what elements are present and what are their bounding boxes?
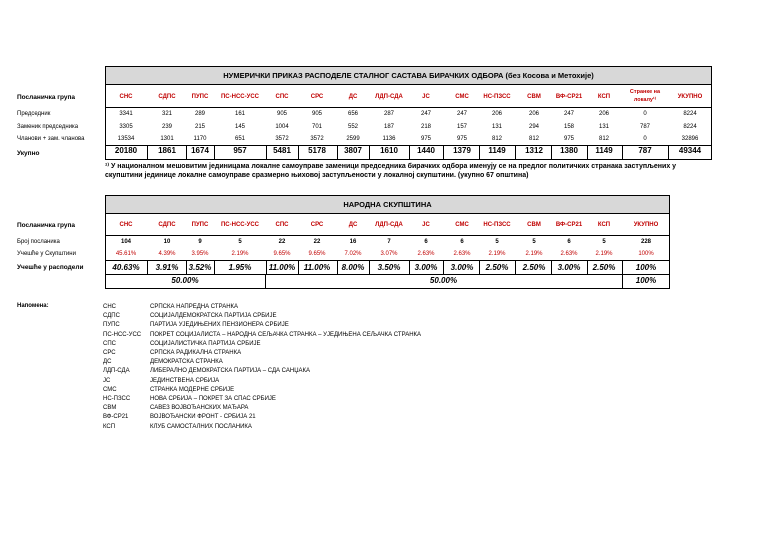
table1-cell: 651 (234, 136, 245, 142)
grid-vline (669, 195, 670, 288)
table1-col-header: СПС (275, 94, 289, 100)
table2-distribution-cell: 11.00% (268, 263, 296, 272)
table1-total-cell: 49344 (678, 146, 702, 155)
legend-name: ПАРТИЈА УЈЕДИЊЕНИХ ПЕНЗИОНЕРА СРБИЈЕ (150, 322, 289, 329)
table2-cell: 6 (567, 239, 571, 245)
table1-col-header: ВФ-СР21 (555, 94, 583, 100)
table2-cell: 9 (198, 239, 202, 245)
grid-vline (337, 260, 338, 274)
grid-vline (551, 260, 552, 274)
table2-cell: 4.39% (158, 251, 176, 257)
legend-name: ВОЈВОЂАНСКИ ФРОНТ - СРБИЈА 21 (150, 414, 256, 421)
table1-cell: 131 (598, 124, 609, 130)
legend-abbr: СВМ (103, 405, 117, 412)
table1-col-header: НС-ПЗСС (483, 94, 511, 100)
table1-cell: 975 (563, 136, 574, 142)
grid-vline (479, 260, 480, 274)
table1-col-header: УКУПНО (677, 94, 703, 100)
table2-col-header: СНС (119, 222, 133, 228)
table2-distribution-cell: 1.95% (228, 263, 252, 272)
table2-distribution-cell: 2.50% (522, 263, 546, 272)
legend-abbr: СДПС (103, 313, 120, 320)
table1-cell: 3572 (310, 136, 324, 142)
table2-cell: 22 (313, 239, 321, 245)
table2-distribution-cell: 2.50% (592, 263, 616, 272)
legend-abbr: ПС-НСС-УСС (103, 331, 142, 338)
table1-cell: 701 (311, 124, 322, 130)
table2-col-header: НС-ПЗСС (483, 222, 511, 228)
table2-col-header: ДС (348, 222, 358, 228)
table1-total-cell: 1379 (453, 146, 471, 155)
table1-cell: 975 (456, 136, 467, 142)
table2-cell: 2.19% (525, 251, 543, 257)
legend-name: СОЦИЈАЛДЕМОКРАТСКА ПАРТИЈА СРБИЈЕ (150, 313, 277, 320)
table1-total-cell: 787 (638, 146, 652, 155)
grid-vline (186, 260, 187, 274)
table2-cell: 2.19% (231, 251, 249, 257)
table1-total-cell: 1610 (380, 146, 398, 155)
table1-cell: 905 (311, 111, 322, 117)
table2-distribution-cell: 2.50% (485, 263, 509, 272)
table1-cell: 247 (420, 111, 431, 117)
table1-row-label: Заменик председника (17, 124, 79, 130)
grid-vline (711, 66, 712, 159)
table1-total-cell: 1149 (488, 146, 506, 155)
grid-hline (105, 260, 670, 261)
table2-cell: 2.19% (595, 251, 613, 257)
table1-total-cell: 1861 (158, 146, 176, 155)
legend-name: ПОКРЕТ СОЦИЈАЛИСТА – НАРОДНА СЕЉАЧКА СТРАНКА – УЈЕДИЊЕНА СЕЉАЧКА СТРАНКА (150, 331, 422, 338)
table2-cell: 5 (238, 239, 242, 245)
table1-col-header: СРС (310, 94, 324, 100)
table1-cell: 787 (639, 124, 650, 130)
table1-cell: 187 (383, 124, 394, 130)
table1-cell: 3572 (275, 136, 289, 142)
table1-cell: 289 (194, 111, 205, 117)
table2-cell: 6 (424, 239, 428, 245)
grid-hline (105, 107, 712, 108)
grid-vline (298, 145, 299, 159)
table2-cell: 5 (602, 239, 606, 245)
grid-vline (587, 260, 588, 274)
legend-abbr: СМС (103, 386, 117, 393)
table1-cell: 3341 (119, 111, 133, 117)
table2-distribution-cell: 3.00% (450, 263, 474, 272)
table2-cell: 5 (495, 239, 499, 245)
table1-col-header: СВМ (527, 94, 541, 100)
table1-total-cell: 5178 (308, 146, 326, 155)
table1-cell: 812 (598, 136, 609, 142)
table1-col-header: Странке на локалу¹⁾ (629, 89, 661, 103)
table2-distribution-cell: 8.00% (341, 263, 365, 272)
legend-name: ЈЕДИНСТВЕНА СРБИЈА (150, 377, 220, 384)
table2-distribution-cell: 100% (635, 263, 657, 272)
legend-abbr: ДС (103, 359, 112, 366)
legend-label: Напомена: (17, 303, 49, 309)
table1-total-cell: 1149 (595, 146, 613, 155)
table2-distribution-cell: 3.00% (414, 263, 438, 272)
table1-cell: 206 (491, 111, 502, 117)
grid-vline (105, 85, 106, 159)
legend-name: СРПСКА НАПРЕДНА СТРАНКА (150, 304, 239, 310)
table2-col-header: СВМ (527, 222, 541, 228)
table2-col-header: ПС-НСС-УСС (220, 222, 260, 228)
table1-cell: 656 (347, 111, 358, 117)
table2-cell: 228 (640, 239, 651, 245)
table1-total-label: Укупно (17, 150, 40, 157)
grid-vline (551, 145, 552, 159)
legend-name: ЛИБЕРАЛНО ДЕМОКРАТСКА ПАРТИЈА – СДА САНЏАКА (150, 368, 311, 375)
table1-cell: 3305 (119, 124, 133, 130)
table2-distribution-cell: 40.63% (112, 263, 140, 272)
table2-col-header: СПС (275, 222, 289, 228)
table2-cell: 2.63% (453, 251, 471, 257)
grid-vline (105, 214, 106, 288)
table1-total-cell: 1380 (560, 146, 578, 155)
table1-cell: 247 (456, 111, 467, 117)
grid-hline (105, 274, 670, 275)
table1-col-header: ЈС (422, 94, 430, 100)
table1-cell: 161 (234, 111, 245, 117)
table2-col-header: КСП (597, 222, 611, 228)
table2-distribution-cell: 3.00% (557, 263, 581, 272)
table2-cell: 3.95% (191, 251, 209, 257)
table1-cell: 812 (528, 136, 539, 142)
table1-cell: 975 (420, 136, 431, 142)
table1-col-header: КСП (597, 94, 611, 100)
table2-col-header: СМС (455, 222, 469, 228)
table1-cell: 131 (491, 124, 502, 130)
table2-row-label: Број посланика (17, 239, 60, 245)
table1-cell: 1170 (193, 136, 207, 142)
grid-hline (105, 288, 670, 289)
table1-cell: 157 (456, 124, 467, 130)
table2-subtotal-first: 50.00% (171, 276, 199, 285)
table2-cell: 6 (460, 239, 464, 245)
legend-abbr: КСП (103, 423, 116, 430)
table1-cell: 145 (234, 124, 245, 130)
legend-name: ДЕМОКРАТСКА СТРАНКА (150, 359, 223, 366)
grid-vline (265, 274, 266, 288)
table2-col-header: СРС (310, 222, 324, 228)
legend-name: СТРАНКА МОДЕРНЕ СРБИЈЕ (150, 386, 235, 393)
table2-distribution-cell: 3.91% (155, 263, 179, 272)
table2-distribution-label: Учешће у расподели (17, 264, 84, 271)
table2-group-label: Посланичка група (17, 222, 76, 229)
table1-total-cell: 1440 (417, 146, 435, 155)
grid-vline (147, 260, 148, 274)
grid-vline (266, 260, 267, 274)
grid-vline (214, 260, 215, 274)
table2-cell: 7 (387, 239, 391, 245)
table2-col-header: ПУПС (191, 222, 209, 228)
table1-col-header: ЛДП-СДА (375, 94, 403, 100)
table2-cell: 2.19% (488, 251, 506, 257)
table2-cell: 45.61% (115, 251, 137, 257)
table2-distribution-cell: 11.00% (303, 263, 331, 272)
table1-cell: 215 (194, 124, 205, 130)
grid-vline (298, 260, 299, 274)
legend-name: КЛУБ САМОСТАЛНИХ ПОСЛАНИКА (150, 423, 252, 430)
grid-vline (515, 260, 516, 274)
table2-col-header: СДПС (158, 222, 176, 228)
grid-vline (443, 145, 444, 159)
table2-cell: 9.65% (308, 251, 326, 257)
table1-cell: 905 (276, 111, 287, 117)
table1-cell: 294 (528, 124, 539, 130)
table1-cell: 8224 (683, 111, 697, 117)
legend-name: НОВА СРБИЈА – ПОКРЕТ ЗА СПАС СРБИЈЕ (150, 396, 276, 402)
table1-col-header: СНС (119, 94, 133, 100)
table2-col-header: ЈС (422, 222, 430, 228)
table2-cell: 22 (278, 239, 286, 245)
grid-vline (515, 145, 516, 159)
grid-vline (369, 260, 370, 274)
legend-name: СРПСКА РАДИКАЛНА СТРАНКА (150, 350, 242, 356)
legend-abbr: СПС (103, 340, 116, 347)
table1-cell: 13534 (117, 136, 135, 142)
grid-vline (214, 145, 215, 159)
table1-cell: 158 (563, 124, 574, 130)
grid-vline (186, 145, 187, 159)
table1-cell: 321 (161, 111, 172, 117)
legend-abbr: СРС (103, 350, 116, 356)
legend-abbr: СНС (103, 304, 116, 310)
table1-cell: 1301 (160, 136, 174, 142)
grid-hline (105, 159, 712, 160)
legend-name: САВЕЗ ВОЈВОЂАНСКИХ МАЂАРА (150, 405, 249, 412)
grid-vline (337, 145, 338, 159)
grid-vline (369, 145, 370, 159)
table2-row-label: Учешће у Скупштини (17, 251, 76, 257)
table2-distribution-cell: 3.50% (377, 263, 401, 272)
table1-total-cell: 20180 (114, 146, 138, 155)
table2-cell: 100% (638, 251, 654, 257)
table2-title: НАРОДНА СКУПШТИНА (105, 195, 670, 214)
grid-vline (622, 260, 623, 274)
table2-cell: 10 (163, 239, 171, 245)
grid-vline (409, 145, 410, 159)
table1-title: НУМЕРИЧКИ ПРИКАЗ РАСПОДЕЛЕ СТАЛНОГ САСТАВА БИРАЧКИХ ОДБОРА (без Косова и Метохије) (105, 66, 712, 85)
table1-col-header: ДС (348, 94, 358, 100)
table1-col-header: ПС-НСС-УСС (220, 94, 260, 100)
table2-cell: 104 (120, 239, 131, 245)
table1-cell: 247 (563, 111, 574, 117)
table2-col-header: ЛДП-СДА (375, 222, 403, 228)
table1-total-cell: 957 (233, 146, 247, 155)
table1-cell: 32896 (681, 136, 699, 142)
grid-vline (622, 274, 623, 288)
grid-vline (409, 260, 410, 274)
table2-cell: 9.65% (273, 251, 291, 257)
table1-col-header: ПУПС (191, 94, 209, 100)
table1-cell: 206 (528, 111, 539, 117)
legend-abbr: ВФ-СР21 (103, 414, 129, 421)
table1-cell: 0 (643, 136, 647, 142)
grid-vline (587, 145, 588, 159)
table1-group-label: Посланичка група (17, 94, 76, 101)
table1-row-label: Чланови + зам. чланова (17, 136, 85, 142)
table1-total-cell: 1312 (525, 146, 543, 155)
legend-abbr: ЛДП-СДА (103, 368, 130, 375)
table2-cell: 3.07% (380, 251, 398, 257)
table2-cell: 5 (532, 239, 536, 245)
legend-abbr: ЈС (103, 377, 111, 384)
grid-vline (147, 145, 148, 159)
table2-cell: 2.63% (560, 251, 578, 257)
legend-name: СОЦИЈАЛИСТИЧКА ПАРТИЈА СРБИЈЕ (150, 340, 261, 347)
table1-cell: 206 (598, 111, 609, 117)
table1-col-header: СДПС (158, 94, 176, 100)
table1-cell: 552 (347, 124, 358, 130)
grid-vline (479, 145, 480, 159)
table1-cell: 812 (491, 136, 502, 142)
table1-cell: 1004 (275, 124, 289, 130)
table1-cell: 239 (161, 124, 172, 130)
table2-col-header: ВФ-СР21 (555, 222, 583, 228)
table2-cell: 2.63% (417, 251, 435, 257)
table2-cell: 16 (349, 239, 357, 245)
table2-col-header: УКУПНО (633, 222, 659, 228)
table1-total-cell: 1674 (191, 146, 209, 155)
table2-subtotal-second: 50.00% (429, 276, 458, 285)
table1-col-header: СМС (455, 94, 469, 100)
grid-vline (443, 260, 444, 274)
table1-footnote: ¹⁾ У националном мешовитим јединицама локалне самоуправе заменици председника бирачких одбора именују се на предлог политичких странака заступљених у скупштини јединице локалне самоуправе сразмерно њиховој заступљености у локалној скупштини. (укупно 67 општина) (105, 163, 677, 179)
table1-cell: 218 (420, 124, 431, 130)
table2-cell: 7.02% (344, 251, 362, 257)
legend-abbr: НС-ПЗСС (103, 396, 131, 402)
table1-cell: 2599 (346, 136, 360, 142)
table1-cell: 0 (643, 111, 647, 117)
grid-hline (105, 235, 670, 236)
table1-total-cell: 5481 (273, 146, 291, 155)
table1-cell: 8224 (683, 124, 697, 130)
table2-distribution-cell: 3.52% (188, 263, 212, 272)
legend-abbr: ПУПС (103, 322, 120, 329)
grid-vline (622, 145, 623, 159)
table1-row-label: Председник (17, 111, 51, 117)
table1-total-cell: 3807 (344, 146, 362, 155)
grid-vline (266, 145, 267, 159)
table1-cell: 287 (383, 111, 394, 117)
table1-cell: 1136 (382, 136, 396, 142)
table2-subtotal-total: 100% (635, 276, 657, 285)
grid-vline (668, 145, 669, 159)
